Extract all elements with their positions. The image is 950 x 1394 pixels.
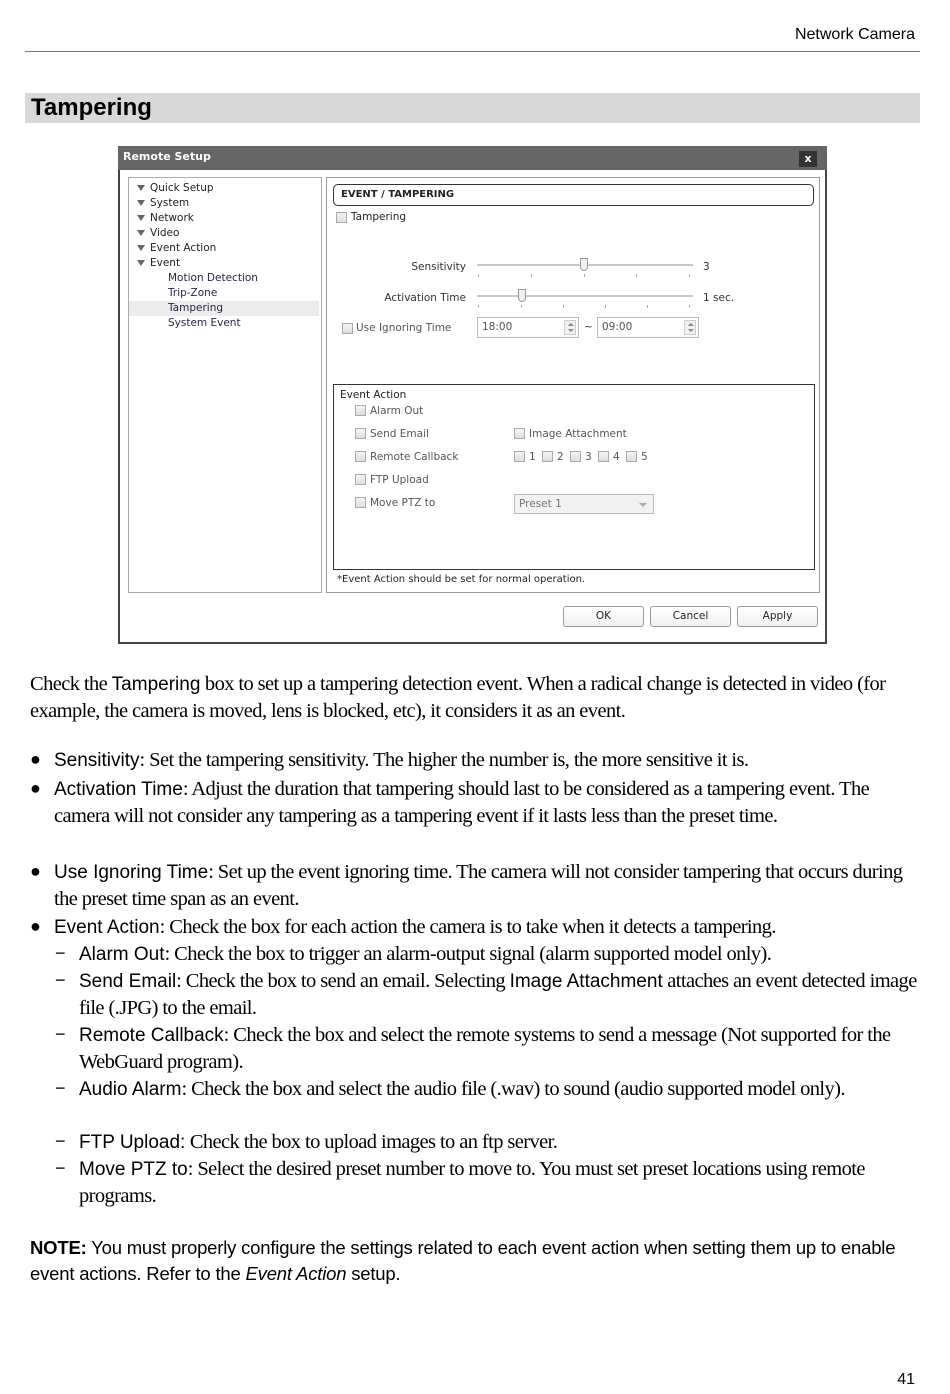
ok-button[interactable]: OK <box>563 606 644 627</box>
ptz-preset-value: Preset 1 <box>519 498 562 510</box>
expand-arrow-icon <box>137 230 145 236</box>
callback-5-label: 5 <box>641 451 648 463</box>
callback-2-checkbox[interactable] <box>542 451 553 462</box>
dash-marker: − <box>55 943 66 963</box>
tree-item-label: Quick Setup <box>150 182 214 194</box>
tampering-checkbox-label: Tampering <box>351 211 407 223</box>
slider-tick <box>689 305 690 308</box>
note-label: NOTE: <box>30 1237 87 1258</box>
ignoring-time-from-value: 18:00 <box>482 321 513 333</box>
activation-time-slider[interactable] <box>477 295 693 297</box>
use-ignoring-time-label: Use Ignoring Time <box>356 322 452 334</box>
image-attachment-label: Image Attachment <box>529 428 627 440</box>
panel-header-title: EVENT / TAMPERING <box>341 189 455 200</box>
sub-item-send-email: Send Email: Check the box to send an email. Selecting Image Attachment attaches an event detected image file (.JPG) to the email. <box>79 970 917 1019</box>
page-number: 41 <box>897 1371 915 1388</box>
expand-arrow-icon <box>137 245 145 251</box>
bullet-item-activation-time: Activation Time: Adjust the duration that tampering should last to be considered as a tampering event. The camera will not consider any tampering as a tampering event if it lasts less than the preset time. <box>54 778 870 827</box>
tree-item-label: System Event <box>168 317 241 329</box>
callback-3-checkbox[interactable] <box>570 451 581 462</box>
remote-callback-checkbox[interactable] <box>355 451 366 462</box>
term: Sensitivity <box>54 750 140 771</box>
ignoring-time-from-input[interactable] <box>477 317 579 338</box>
apply-button[interactable]: Apply <box>737 606 818 627</box>
tree-item-tampering[interactable] <box>129 301 319 316</box>
tree-item-label: Trip-Zone <box>168 287 218 299</box>
dialog-titlebar <box>118 146 827 170</box>
tree-item-system[interactable] <box>129 196 319 211</box>
term: Send Email <box>79 971 177 992</box>
tree-item-label: Tampering <box>168 302 224 314</box>
cancel-button[interactable]: Cancel <box>650 606 731 627</box>
tree-item-video[interactable] <box>129 226 319 241</box>
tampering-settings-panel <box>326 177 820 593</box>
expand-arrow-icon <box>137 185 145 191</box>
callback-1-checkbox[interactable] <box>514 451 525 462</box>
callback-5-checkbox[interactable] <box>626 451 637 462</box>
callback-2-label: 2 <box>557 451 564 463</box>
slider-tick <box>478 305 479 308</box>
send-email-label: Send Email <box>370 428 429 440</box>
tree-item-network[interactable] <box>129 211 319 226</box>
section-title-bar <box>25 93 920 123</box>
sub-item-alarm-out: Alarm Out: Check the box to trigger an alarm-output signal (alarm supported model only). <box>79 943 772 965</box>
term: Remote Callback <box>79 1025 224 1046</box>
sub-item-remote-callback: Remote Callback: Check the box and select the remote systems to send a message (Not supported for the WebGuard program). <box>79 1024 891 1073</box>
activation-time-value: 1 sec. <box>703 292 735 304</box>
sensitivity-label: Sensitivity <box>411 261 466 273</box>
sub-item-ftp-upload: FTP Upload: Check the box to upload images to an ftp server. <box>79 1131 558 1153</box>
dash-marker: − <box>55 970 66 990</box>
tree-item-label: System <box>150 197 190 209</box>
bullet-icon: ● <box>30 861 41 881</box>
callback-3-label: 3 <box>585 451 592 463</box>
slider-tick <box>584 274 585 277</box>
dash-marker: − <box>55 1131 66 1151</box>
event-action-group <box>333 384 815 570</box>
ignoring-time-to-value: 09:00 <box>602 321 633 333</box>
close-button[interactable]: x <box>799 151 817 167</box>
tree-item-trip-zone[interactable] <box>129 286 319 301</box>
slider-tick <box>521 305 522 308</box>
section-title: Tampering <box>31 94 152 121</box>
tree-item-label: Motion Detection <box>168 272 258 284</box>
event-action-note: *Event Action should be set for normal operation. <box>337 574 586 585</box>
chevron-down-icon <box>639 503 647 507</box>
callback-1-label: 1 <box>529 451 536 463</box>
term: Audio Alarm <box>79 1079 182 1100</box>
event-action-title: Event Action <box>340 389 407 401</box>
tree-item-motion-detection[interactable] <box>129 271 319 286</box>
alarm-out-checkbox[interactable] <box>355 405 366 416</box>
dash-marker: − <box>55 1158 66 1178</box>
intro-paragraph: Check the Tampering box to set up a tampering detection event. When a radical change is detected in video (for example, the camera is moved, lens is blocked, etc), it considers it as an event. <box>30 673 886 722</box>
slider-tick <box>563 305 564 308</box>
expand-arrow-icon <box>137 260 145 266</box>
move-ptz-checkbox[interactable] <box>355 497 366 508</box>
slider-tick <box>647 305 648 308</box>
callback-4-checkbox[interactable] <box>598 451 609 462</box>
bullet-item-event-action: Event Action: Check the box for each action the camera is to take when it detects a tampering. <box>54 916 776 938</box>
term: Use Ignoring Time <box>54 862 209 883</box>
send-email-checkbox[interactable] <box>355 428 366 439</box>
term: Alarm Out <box>79 944 165 965</box>
expand-arrow-icon <box>137 215 145 221</box>
ptz-preset-select[interactable] <box>514 494 654 514</box>
slider-tick <box>689 274 690 277</box>
alarm-out-label: Alarm Out <box>370 405 424 417</box>
tree-item-event-action[interactable] <box>129 241 319 256</box>
tree-item-label: Network <box>150 212 194 224</box>
slider-tick <box>531 274 532 277</box>
time-spinner[interactable] <box>684 320 696 335</box>
term: Activation Time <box>54 779 183 800</box>
move-ptz-label: Move PTZ to <box>370 497 436 509</box>
note-emphasis: Event Action <box>245 1263 347 1284</box>
term: Tampering <box>111 674 201 695</box>
tampering-checkbox[interactable] <box>336 212 347 223</box>
ftp-upload-label: FTP Upload <box>370 474 429 486</box>
bullet-item-sensitivity: Sensitivity: Set the tampering sensitivity. The higher the number is, the more sensitive it is. <box>54 749 749 771</box>
remote-callback-label: Remote Callback <box>370 451 459 463</box>
ftp-upload-checkbox[interactable] <box>355 474 366 485</box>
slider-tick <box>478 274 479 277</box>
expand-arrow-icon <box>137 200 145 206</box>
tree-item-label: Video <box>150 227 180 239</box>
activation-time-label: Activation Time <box>384 292 466 304</box>
bullet-item-use-ignoring-time: Use Ignoring Time: Set up the event ignoring time. The camera will not consider tampering that occurs during the preset time span as an event. <box>54 861 903 910</box>
ignoring-time-to-input[interactable] <box>597 317 699 338</box>
use-ignoring-time-checkbox[interactable] <box>342 323 353 334</box>
dash-marker: − <box>55 1024 66 1044</box>
tree-item-event[interactable] <box>129 256 319 271</box>
setup-tree <box>128 177 322 593</box>
tree-item-quick-setup[interactable] <box>129 181 319 196</box>
term: Move PTZ to <box>79 1159 188 1180</box>
running-header: Network Camera <box>794 26 915 43</box>
dash-marker: − <box>55 1078 66 1098</box>
term: Image Attachment <box>509 971 663 992</box>
header-rule <box>25 51 920 52</box>
callback-4-label: 4 <box>613 451 620 463</box>
sensitivity-value: 3 <box>703 261 710 273</box>
activation-time-slider-thumb[interactable] <box>518 289 526 302</box>
dialog-title: Remote Setup <box>123 150 211 163</box>
sub-item-move-ptz: Move PTZ to: Select the desired preset number to move to. You must set preset locations using remote programs. <box>79 1158 865 1207</box>
term: FTP Upload: <box>79 1132 186 1153</box>
sub-item-audio-alarm: Audio Alarm: Check the box and select the audio file (.wav) to sound (audio supported model only). <box>79 1078 845 1100</box>
slider-tick <box>636 274 637 277</box>
tree-item-label: Event <box>150 257 181 269</box>
time-spinner[interactable] <box>564 320 576 335</box>
term: Event Action <box>54 917 160 938</box>
bullet-icon: ● <box>30 916 41 936</box>
slider-tick <box>605 305 606 308</box>
sensitivity-slider-thumb[interactable] <box>580 258 588 271</box>
time-range-separator: ~ <box>584 321 593 333</box>
note-paragraph: NOTE: You must properly configure the settings related to each event action when setting them up to enable event actions. Refer to the Event Action setup. <box>30 1237 896 1284</box>
image-attachment-checkbox[interactable] <box>514 428 525 439</box>
tree-item-system-event[interactable] <box>129 316 319 331</box>
tree-item-label: Event Action <box>150 242 217 254</box>
bullet-icon: ● <box>30 778 41 798</box>
remote-setup-dialog <box>118 146 827 644</box>
panel-header <box>333 184 814 206</box>
bullet-icon: ● <box>30 749 41 769</box>
